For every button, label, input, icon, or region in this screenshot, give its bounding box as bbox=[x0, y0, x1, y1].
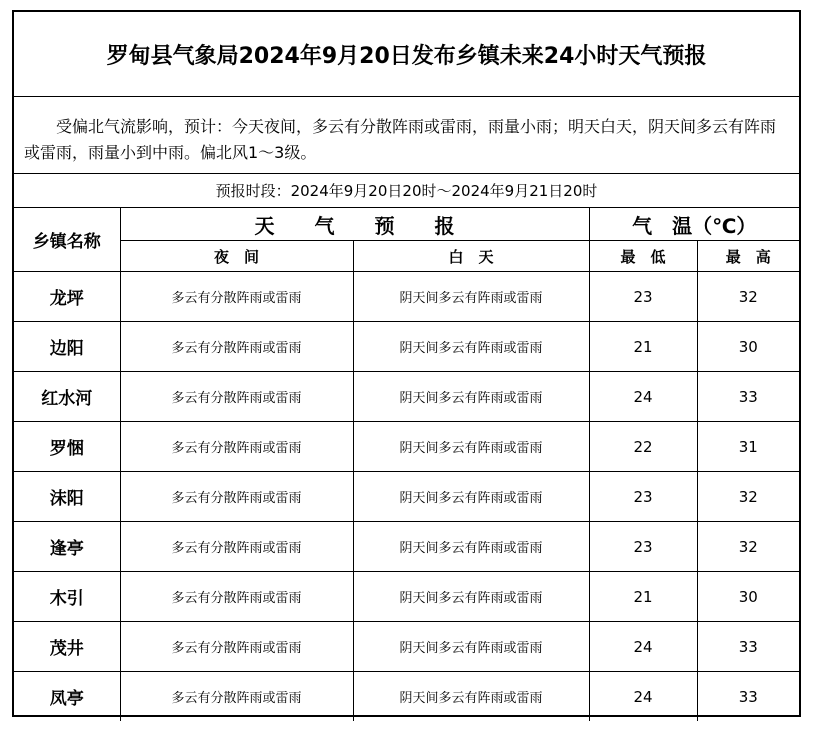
max-temp: 30 bbox=[697, 572, 799, 622]
table-row bbox=[14, 622, 799, 672]
day-weather: 阴天间多云有阵雨或雷雨 bbox=[353, 272, 589, 322]
max-temp: 33 bbox=[697, 622, 799, 672]
night-weather: 多云有分散阵雨或雷雨 bbox=[120, 272, 353, 322]
min-temp: 23 bbox=[589, 522, 697, 572]
night-weather: 多云有分散阵雨或雷雨 bbox=[120, 372, 353, 422]
town-name: 罗悃 bbox=[14, 422, 120, 472]
table-row bbox=[14, 522, 799, 572]
summary-text: 受偏北气流影响，预计：今天夜间，多云有分散阵雨或雷雨，雨量小雨；明天白天，阴天间多云有阵雨或雷雨，雨量小到中雨。偏北风1～3级。 bbox=[24, 117, 777, 162]
day-weather: 阴天间多云有阵雨或雷雨 bbox=[353, 522, 589, 572]
header-day: 白 天 bbox=[353, 241, 589, 272]
town-name: 边阳 bbox=[14, 322, 120, 372]
min-temp: 21 bbox=[589, 322, 697, 372]
max-temp: 31 bbox=[697, 422, 799, 472]
header-min: 最 低 bbox=[589, 241, 697, 272]
day-weather: 阴天间多云有阵雨或雷雨 bbox=[353, 672, 589, 722]
min-temp: 24 bbox=[589, 372, 697, 422]
table-row bbox=[14, 472, 799, 522]
max-temp: 32 bbox=[697, 272, 799, 322]
max-temp: 32 bbox=[697, 472, 799, 522]
max-temp: 33 bbox=[697, 372, 799, 422]
header-night: 夜 间 bbox=[120, 241, 353, 272]
night-weather: 多云有分散阵雨或雷雨 bbox=[120, 322, 353, 372]
forecast-summary bbox=[14, 96, 799, 174]
table-row bbox=[14, 672, 799, 722]
header-town: 乡镇名称 bbox=[14, 208, 120, 272]
table-row bbox=[14, 572, 799, 622]
max-temp: 30 bbox=[697, 322, 799, 372]
night-weather: 多云有分散阵雨或雷雨 bbox=[120, 672, 353, 722]
header-forecast: 天 气 预 报 bbox=[120, 208, 589, 241]
day-weather: 阴天间多云有阵雨或雷雨 bbox=[353, 622, 589, 672]
town-name: 逢亭 bbox=[14, 522, 120, 572]
night-weather: 多云有分散阵雨或雷雨 bbox=[120, 572, 353, 622]
night-weather: 多云有分散阵雨或雷雨 bbox=[120, 522, 353, 572]
min-temp: 21 bbox=[589, 572, 697, 622]
table-row bbox=[14, 322, 799, 372]
town-name: 红水河 bbox=[14, 372, 120, 422]
header-temperature: 气 温（℃） bbox=[589, 208, 799, 241]
min-temp: 24 bbox=[589, 622, 697, 672]
night-weather: 多云有分散阵雨或雷雨 bbox=[120, 622, 353, 672]
forecast-sheet bbox=[12, 10, 801, 717]
min-temp: 23 bbox=[589, 472, 697, 522]
town-name: 龙坪 bbox=[14, 272, 120, 322]
town-name: 茂井 bbox=[14, 622, 120, 672]
table-row bbox=[14, 422, 799, 472]
document-title: 罗甸县气象局2024年9月20日发布乡镇未来24小时天气预报 bbox=[14, 12, 799, 97]
night-weather: 多云有分散阵雨或雷雨 bbox=[120, 422, 353, 472]
min-temp: 24 bbox=[589, 672, 697, 722]
town-name: 沫阳 bbox=[14, 472, 120, 522]
header-max: 最 高 bbox=[697, 241, 799, 272]
min-temp: 22 bbox=[589, 422, 697, 472]
day-weather: 阴天间多云有阵雨或雷雨 bbox=[353, 572, 589, 622]
night-weather: 多云有分散阵雨或雷雨 bbox=[120, 472, 353, 522]
forecast-table bbox=[14, 207, 799, 721]
min-temp: 23 bbox=[589, 272, 697, 322]
max-temp: 33 bbox=[697, 672, 799, 722]
day-weather: 阴天间多云有阵雨或雷雨 bbox=[353, 472, 589, 522]
forecast-period: 预报时段：2024年9月20日20时～2024年9月21日20时 bbox=[14, 174, 799, 208]
day-weather: 阴天间多云有阵雨或雷雨 bbox=[353, 372, 589, 422]
day-weather: 阴天间多云有阵雨或雷雨 bbox=[353, 422, 589, 472]
table-row bbox=[14, 372, 799, 422]
town-name: 木引 bbox=[14, 572, 120, 622]
table-row bbox=[14, 272, 799, 322]
max-temp: 32 bbox=[697, 522, 799, 572]
town-name: 凤亭 bbox=[14, 672, 120, 722]
day-weather: 阴天间多云有阵雨或雷雨 bbox=[353, 322, 589, 372]
